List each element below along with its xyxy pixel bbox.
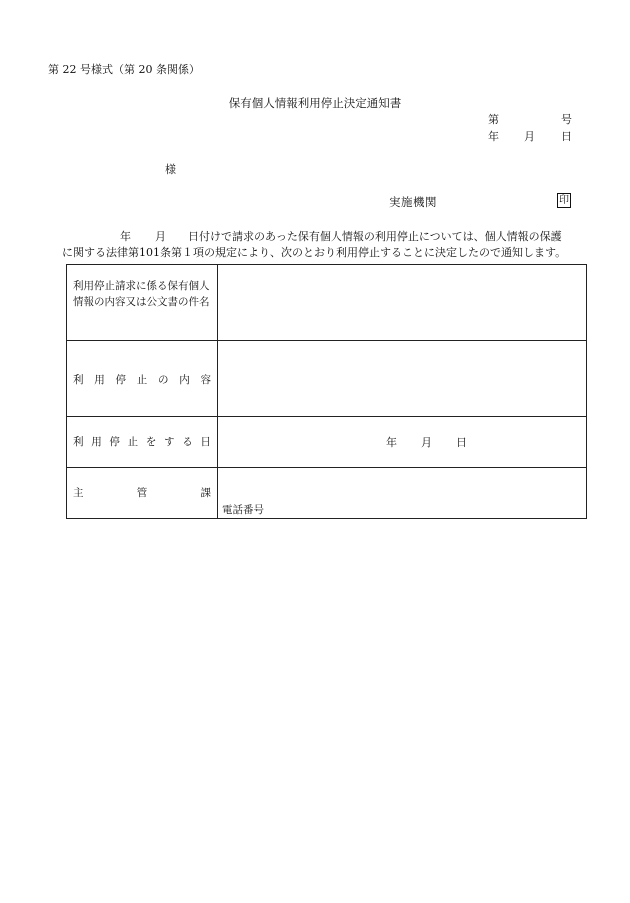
label-char: す	[164, 436, 175, 448]
label-char: 内	[179, 374, 190, 386]
table-row	[67, 468, 587, 519]
issue-date-year: 年	[488, 130, 499, 143]
document-number-suffix: 号	[561, 113, 572, 126]
content-value-cell[interactable]	[218, 341, 587, 417]
subject-value-cell[interactable]	[218, 265, 587, 341]
label-char: 日	[200, 436, 211, 448]
seal-mark: 印	[559, 195, 569, 206]
stop-date-value-cell[interactable]	[218, 417, 587, 468]
department-value-cell[interactable]	[218, 468, 587, 519]
addressee-honorific: 様	[165, 163, 176, 176]
sender-agency: 実施機関	[389, 195, 437, 209]
label-char: 管	[136, 487, 148, 499]
stop-date-month: 月	[421, 436, 432, 449]
body-month: 月	[155, 230, 166, 243]
phone-number-label: 電話番号	[222, 504, 264, 516]
table-row	[67, 417, 587, 468]
label-char: 課	[200, 487, 211, 499]
row-label-text	[73, 485, 211, 501]
decision-table	[66, 264, 587, 519]
table-row	[67, 341, 587, 417]
row-label-stop-date	[67, 417, 218, 468]
stop-date-day: 日	[456, 436, 467, 449]
row-label-department	[67, 468, 218, 519]
label-char: る	[182, 436, 193, 448]
row-label-subject	[67, 265, 218, 341]
body-year: 年	[120, 230, 131, 243]
row-label-text: 利用停止請求に係る保有個人情報の内容又は公文書の件名	[73, 280, 210, 308]
label-char: の	[158, 374, 169, 386]
label-char: 停	[109, 436, 120, 448]
body-text-line2: に関する法律第101条第１項の規定により、次のとおり利用停止することに決定したので通知します。	[62, 246, 567, 259]
label-char: 用	[94, 374, 105, 386]
label-char: 停	[115, 374, 126, 386]
row-label-content	[67, 341, 218, 417]
row-label-text	[73, 434, 211, 450]
label-char: を	[145, 436, 157, 448]
label-char: 容	[200, 374, 211, 386]
issue-date-month: 月	[524, 130, 535, 143]
row-label-text	[73, 372, 211, 388]
label-char: 用	[91, 436, 102, 448]
body-text-line1: 日付けで請求のあった保有個人情報の利用停止については、個人情報の保護	[188, 230, 562, 243]
form-number: 第 22 号様式（第 20 条関係）	[48, 63, 200, 76]
document-title: 保有個人情報利用停止決定通知書	[228, 96, 402, 110]
label-char: 利	[73, 374, 84, 386]
label-char: 利	[73, 436, 84, 448]
table-row	[67, 265, 587, 341]
issue-date-day: 日	[561, 130, 572, 143]
document-number-prefix: 第	[488, 113, 499, 126]
label-char: 主	[73, 487, 84, 499]
label-char: 止	[136, 374, 148, 386]
stop-date-year: 年	[386, 436, 397, 449]
label-char: 止	[127, 436, 139, 448]
